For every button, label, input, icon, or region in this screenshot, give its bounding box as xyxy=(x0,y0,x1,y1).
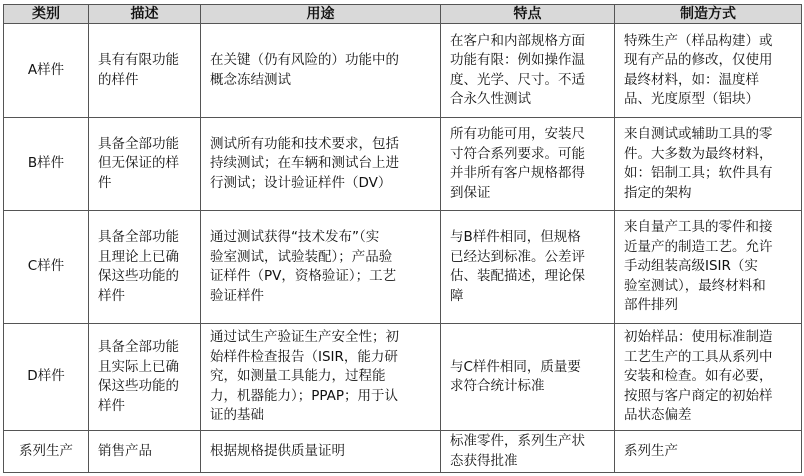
table-row xyxy=(4,118,802,211)
cell-category: 系列生产 xyxy=(4,431,89,473)
cell-manufacturing: 初始样品：使用标准制造 工艺生产的工具从系列中 安装和检查。如有必要， 按照与客户商定的初始样 品状态偏差 xyxy=(615,324,802,431)
cell-category: B样件 xyxy=(4,118,89,211)
header-manufacturing: 制造方式 xyxy=(615,5,802,24)
cell-purpose: 在关键（仍有风险的）功能中的 概念冻结测试 xyxy=(201,24,441,118)
cell-manufacturing: 特殊生产（样品构建）或 现有产品的修改，仅使用 最终材料，如：温度样 品、光度原型（铝块） xyxy=(615,24,802,118)
sample-stage-table xyxy=(3,4,802,473)
cell-category: C样件 xyxy=(4,211,89,324)
cell-manufacturing: 系列生产 xyxy=(615,431,802,473)
header-purpose: 用途 xyxy=(201,5,441,24)
cell-description: 具有有限功能 的样件 xyxy=(89,24,201,118)
header-row xyxy=(4,5,802,24)
cell-manufacturing: 来自量产工具的零件和接 近量产的制造工艺。允许 手动组装高级ISIR（实 验室测试），最终材料和 部件排列 xyxy=(615,211,802,324)
cell-purpose: 通过试生产验证生产安全性；初 始样件检查报告（ISIR，能力研 究，如测量工具能力，过程能 力，机器能力）；PPAP；用于认 证的基础 xyxy=(201,324,441,431)
cell-features: 与C样件相同，质量要 求符合统计标准 xyxy=(441,324,615,431)
cell-features: 所有功能可用，安装尺 寸符合系列要求。可能 并非所有客户规格都得 到保证 xyxy=(441,118,615,211)
cell-category: D样件 xyxy=(4,324,89,431)
cell-purpose: 根据规格提供质量证明 xyxy=(201,431,441,473)
header-description: 描述 xyxy=(89,5,201,24)
table-row xyxy=(4,431,802,473)
cell-description: 具备全部功能 且理论上已确 保这些功能的 样件 xyxy=(89,211,201,324)
header-features: 特点 xyxy=(441,5,615,24)
cell-features: 与B样件相同，但规格 已经达到标准。公差评 估、装配描述，理论保 障 xyxy=(441,211,615,324)
header-category: 类别 xyxy=(4,5,89,24)
cell-manufacturing: 来自测试或辅助工具的零 件。大多数为最终材料， 如：铝制工具；软件具有 指定的架构 xyxy=(615,118,802,211)
table-row xyxy=(4,24,802,118)
cell-features: 标准零件，系列生产状 态获得批准 xyxy=(441,431,615,473)
cell-category: A样件 xyxy=(4,24,89,118)
cell-description: 具备全部功能 但无保证的样 件 xyxy=(89,118,201,211)
cell-purpose: 通过测试获得“技术发布”（实 验室测试，试验装配）；产品验 证样件（PV，资格验证）；工艺 验证样件 xyxy=(201,211,441,324)
table-row xyxy=(4,324,802,431)
cell-features: 在客户和内部规格方面 功能有限：例如操作温 度、光学、尺寸。不适 合永久性测试 xyxy=(441,24,615,118)
cell-description: 具备全部功能 且实际上已确 保这些功能的 样件 xyxy=(89,324,201,431)
table-row xyxy=(4,211,802,324)
cell-purpose: 测试所有功能和技术要求，包括 持续测试；在车辆和测试台上进 行测试；设计验证样件（DV） xyxy=(201,118,441,211)
cell-description: 销售产品 xyxy=(89,431,201,473)
